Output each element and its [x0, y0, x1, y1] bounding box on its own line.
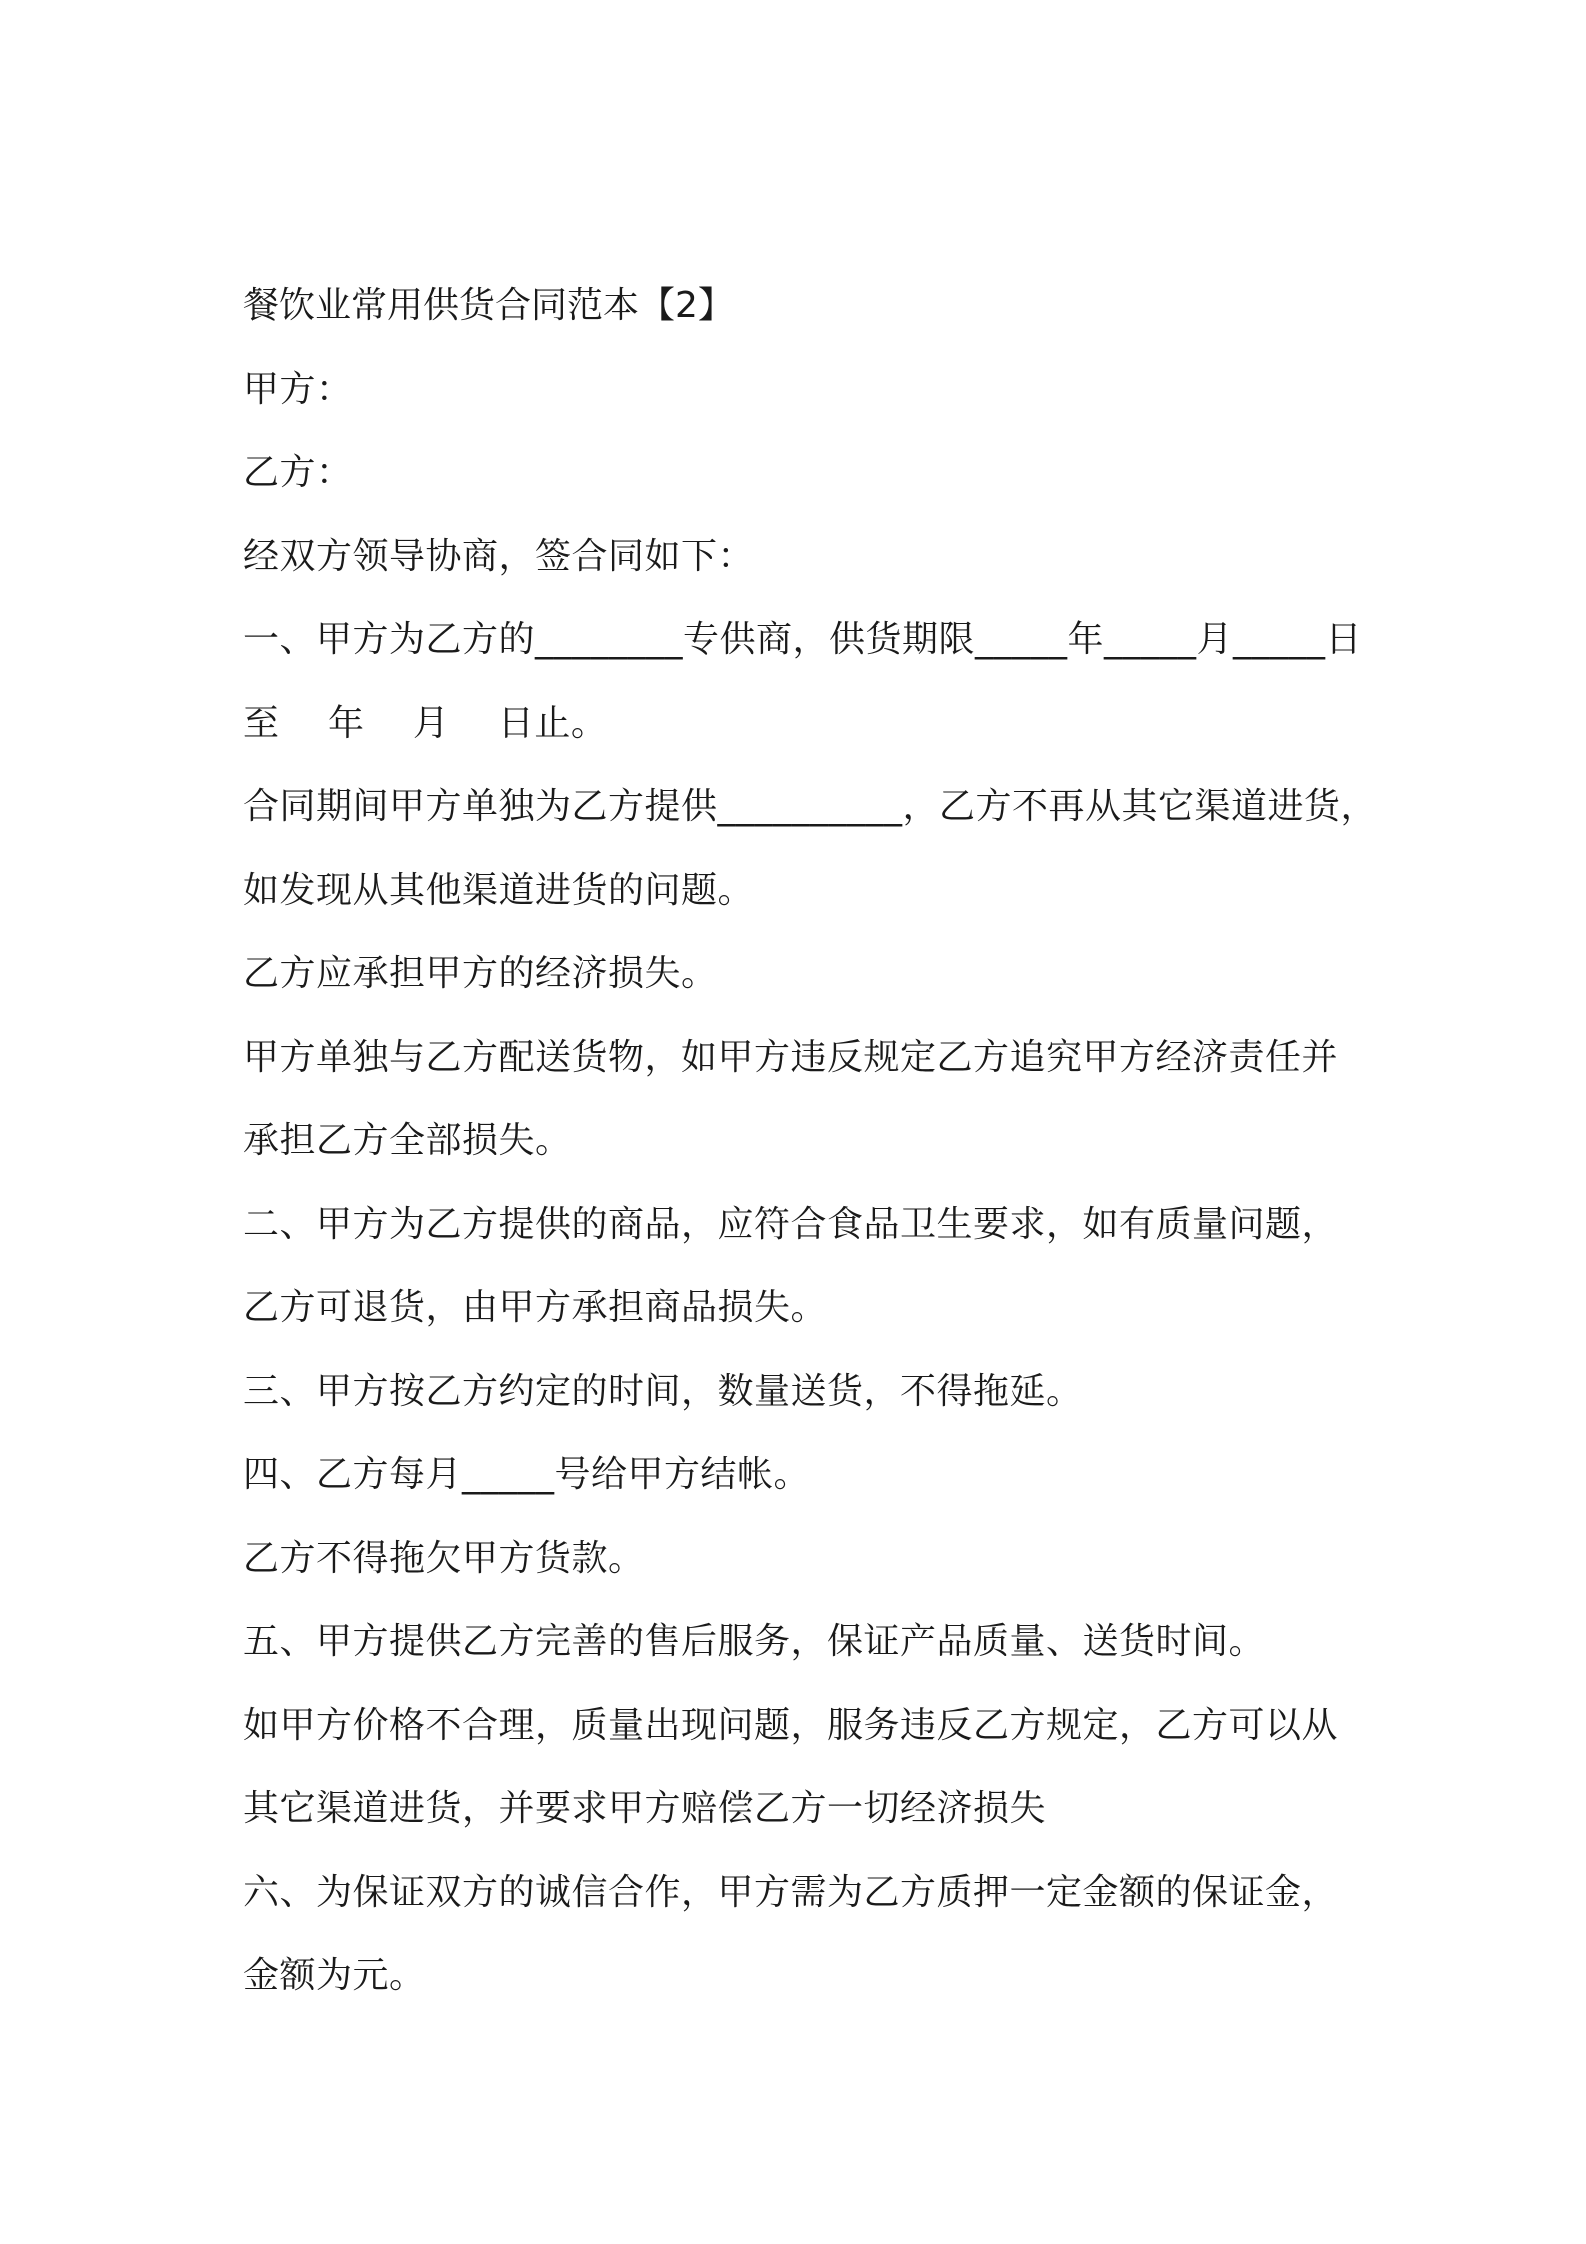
paragraph-line: 三、甲方按乙方约定的时间，数量送货，不得拖延。 [243, 1370, 1083, 1412]
paragraph-line: 五、甲方提供乙方完善的售后服务，保证产品质量、送货时间。 [243, 1621, 1266, 1662]
paragraph-line: 甲方单独与乙方配送货物，如甲方违反规定乙方追究甲方经济责任并 [243, 1036, 1339, 1078]
paragraph-line: 如发现从其他渠道进货的问题。 [243, 869, 755, 911]
paragraph-line: 金额为元。 [243, 1955, 426, 1996]
paragraph-line: 二、甲方为乙方提供的商品，应符合食品卫生要求，如有质量问题， [243, 1203, 1339, 1245]
paragraph-line: 乙方不得拖欠甲方货款。 [243, 1537, 645, 1579]
paragraph-line: 经双方领导协商，签合同如下： [243, 535, 755, 577]
document-body [243, 285, 1378, 2039]
paragraph-line: 一、甲方为乙方的________专供商，供货期限_____年_____月_____日 [243, 619, 1363, 660]
paragraph-line: 四、乙方每月_____号给甲方结帐。 [243, 1454, 811, 1495]
paragraph-line: 乙方可退货，由甲方承担商品损失。 [243, 1287, 828, 1328]
paragraph-line: 甲方： [243, 368, 353, 410]
paragraph-line: 合同期间甲方单独为乙方提供__________，乙方不再从其它渠道进货， [243, 786, 1378, 827]
paragraph-line: 乙方应承担甲方的经济损失。 [243, 953, 718, 994]
paragraph-line: 至 年 月 日止。 [243, 702, 608, 744]
paragraph-line: 其它渠道进货，并要求甲方赔偿乙方一切经济损失 [243, 1788, 1047, 1829]
paragraph-line: 承担乙方全部损失。 [243, 1120, 572, 1161]
document-title: 餐饮业常用供货合同范本【2】 [243, 285, 734, 326]
paragraph-line: 乙方： [243, 452, 353, 493]
paragraph-line: 六、为保证双方的诚信合作，甲方需为乙方质押一定金额的保证金， [243, 1871, 1339, 1913]
paragraph-line: 如甲方价格不合理，质量出现问题，服务违反乙方规定，乙方可以从 [243, 1704, 1339, 1746]
